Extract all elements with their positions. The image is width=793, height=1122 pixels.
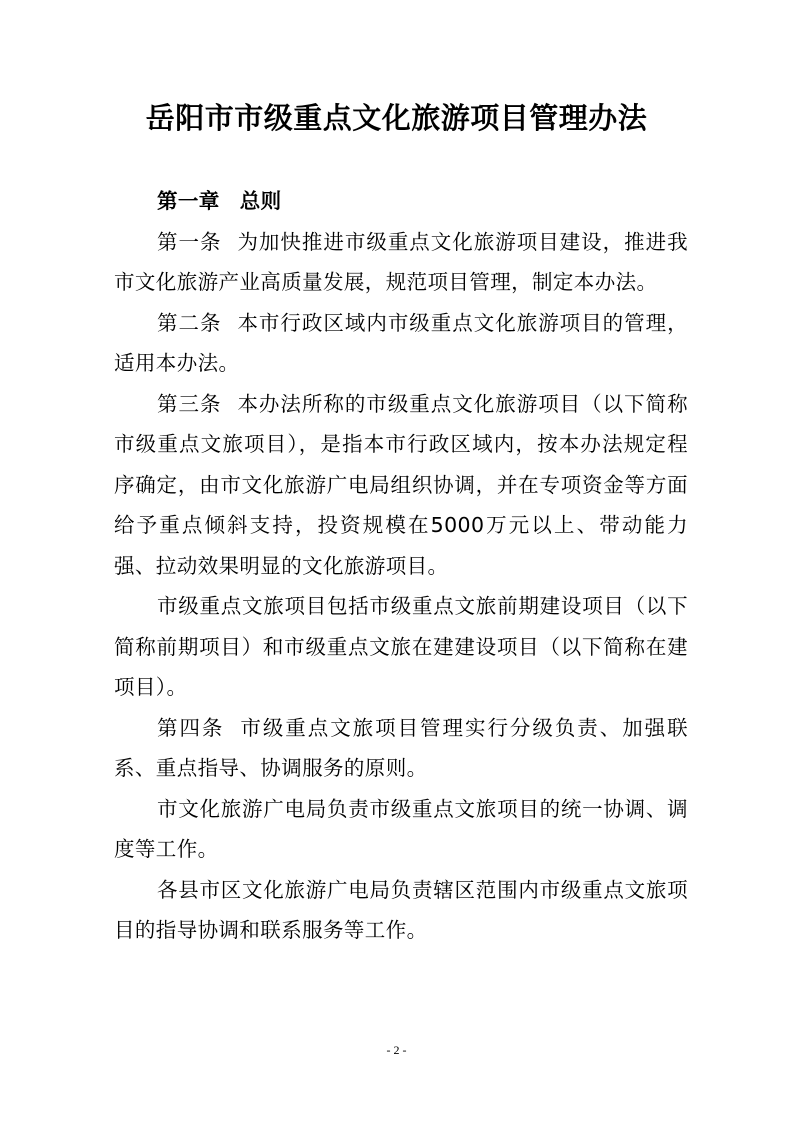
article-1-paragraph [114, 222, 688, 303]
chapter-heading [114, 181, 688, 222]
article-number: 第一条 [157, 229, 222, 254]
page-number: - 2 - [386, 1043, 407, 1057]
article-4-city-duty-paragraph [114, 789, 688, 870]
paragraph-text: 市级重点文旅项目包括市级重点文旅前期建设项目（以下简称前期项目）和市级重点文旅在建建设项目（以下简称在建项目）。 [114, 594, 688, 699]
chapter-name: 总则 [239, 189, 282, 213]
document-body [114, 181, 688, 951]
article-number: 第三条 [157, 391, 222, 416]
chapter-number: 第一章 [157, 189, 220, 213]
article-number: 第二条 [157, 310, 222, 335]
paragraph-text: 市文化旅游广电局负责市级重点文旅项目的统一协调、调度等工作。 [114, 796, 688, 861]
article-text: 本办法所称的市级重点文化旅游项目（以下简称市级重点文旅项目），是指本市行政区域内，按本办法规定程序确定，由市文化旅游广电局组织协调，并在专项资金等方面给予重点倾斜支持，投资规模在5000万元以上、带动能力强、拉动效果明显的文化旅游项目。 [114, 391, 688, 578]
article-text: 市级重点文旅项目管理实行分级负责、加强联系、重点指导、协调服务的原则。 [114, 715, 689, 780]
paragraph-text: 各县市区文化旅游广电局负责辖区范围内市级重点文旅项目的指导协调和联系服务等工作。 [114, 877, 688, 942]
article-3-continuation-paragraph [114, 586, 688, 708]
article-text: 本市行政区域内市级重点文化旅游项目的管理，适用本办法。 [114, 310, 688, 375]
document-title: 岳阳市市级重点文化旅游项目管理办法 [145, 101, 648, 135]
article-number: 第四条 [157, 715, 225, 740]
article-2-paragraph [114, 303, 688, 384]
article-3-paragraph [114, 384, 688, 587]
article-4-county-duty-paragraph [114, 870, 688, 951]
article-4-paragraph [114, 708, 688, 789]
article-text: 为加快推进市级重点文化旅游项目建设，推进我市文化旅游产业高质量发展，规范项目管理，制定本办法。 [114, 229, 688, 294]
